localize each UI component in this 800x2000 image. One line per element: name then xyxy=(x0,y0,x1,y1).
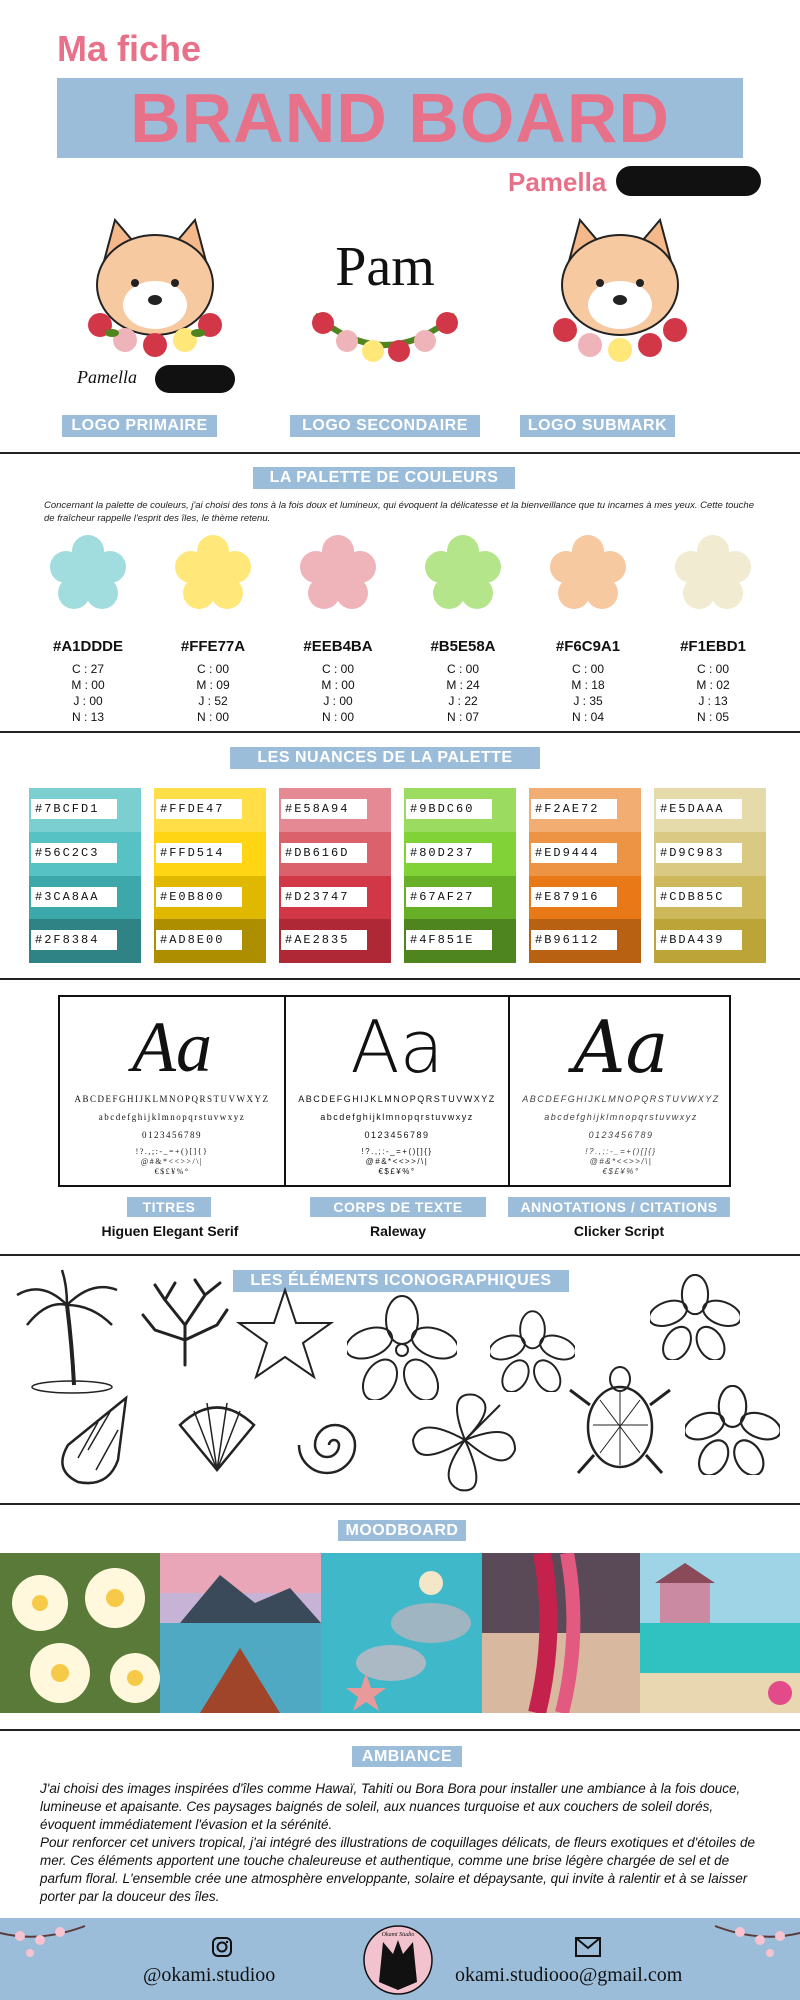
shade-hex: #9BDC60 xyxy=(406,799,492,819)
shade-hex: #FFD514 xyxy=(156,843,242,863)
instagram-icon[interactable] xyxy=(211,1936,233,1958)
font-role-titles: TITRES xyxy=(127,1197,211,1217)
cmyk-j: J : 52 xyxy=(198,694,228,708)
font-specimen-body xyxy=(284,997,508,1185)
shade-column xyxy=(29,788,141,963)
cmyk-c: C : 00 xyxy=(446,662,479,676)
plumeria-flower-icon xyxy=(490,1310,575,1392)
font-digits: 0123456789 xyxy=(142,1130,202,1140)
shade-hex: #2F8384 xyxy=(31,930,117,950)
font-uppercase: ABCDEFGHIJKLMNOPQRSTUVWXYZ xyxy=(522,1094,720,1104)
flower-icon xyxy=(423,533,503,613)
secondary-logo-text: Pam xyxy=(335,236,435,298)
cmyk-n: N : 00 xyxy=(196,710,229,724)
logo-label-submark: LOGO SUBMARK xyxy=(520,415,675,437)
scallop-shell-icon xyxy=(172,1395,262,1475)
font-role-annotations: ANNOTATIONS / CITATIONS xyxy=(508,1197,730,1217)
palette-intro: Concernant la palette de couleurs, j'ai choisi des tons à la fois doux et lumineux, qui évoquent la délicatesse et la bienveillance que tu incarnes à mes yeux. Cette touche de fraîcheur rappelle l'esprit des îles, le thème retenu. xyxy=(44,500,754,524)
font-specimen-annotations xyxy=(508,997,732,1185)
font-symbols-line: €$£¥%° xyxy=(154,1167,190,1176)
shiba-dog-icon xyxy=(97,220,213,335)
snail-shell-icon xyxy=(292,1410,377,1480)
shade-hex: #3CA8AA xyxy=(31,887,117,907)
font-digits: 0123456789 xyxy=(588,1130,654,1140)
shade-hex: #F2AE72 xyxy=(531,799,617,819)
submark-logo xyxy=(520,205,720,405)
font-digits: 0123456789 xyxy=(364,1130,430,1140)
color-hex: #F6C9A1 xyxy=(555,638,621,655)
mood-image-shells-water xyxy=(321,1553,482,1713)
shade-hex: #DB616D xyxy=(281,843,367,863)
conch-shell-icon xyxy=(48,1390,138,1490)
cmyk-n: N : 05 xyxy=(696,710,729,724)
icons-heading: LES ÉLÉMENTS ICONOGRAPHIQUES xyxy=(233,1270,569,1292)
font-role-body: CORPS DE TEXTE xyxy=(310,1197,486,1217)
color-swatch xyxy=(658,533,768,725)
cmyk-c: C : 00 xyxy=(571,662,604,676)
okami-studio-logo xyxy=(361,1922,435,1998)
font-specimen-titles xyxy=(60,997,284,1185)
primary-logo-caption: Pamella xyxy=(77,367,137,387)
shade-hex: #D9C983 xyxy=(656,843,742,863)
palette-heading: LA PALETTE DE COULEURS xyxy=(253,467,515,489)
font-symbols-line: !?.,;:-_=+()[]{} xyxy=(361,1147,433,1156)
font-symbols-line: @#&*<<>>/\| xyxy=(140,1157,204,1166)
shade-hex: #80D237 xyxy=(406,843,492,863)
color-hex: #B5E58A xyxy=(430,638,496,655)
font-name-titles: Higuen Elegant Serif xyxy=(101,1223,239,1239)
flower-icon xyxy=(298,533,378,613)
instagram-handle[interactable]: @okami.studioo xyxy=(143,1964,276,1986)
shade-hex: #ED9444 xyxy=(531,843,617,863)
font-name-annotations: Clicker Script xyxy=(573,1223,665,1239)
cmyk-m: M : 09 xyxy=(196,678,230,692)
cmyk-j: J : 13 xyxy=(698,694,728,708)
font-lowercase: abcdefghijklmnopqrstuvwxyz xyxy=(320,1112,474,1122)
cmyk-n: N : 04 xyxy=(571,710,604,724)
font-sample: Aa xyxy=(350,1005,444,1089)
cmyk-j: J : 35 xyxy=(573,694,603,708)
ambiance-text xyxy=(40,1780,760,1906)
cmyk-m: M : 24 xyxy=(446,678,480,692)
font-uppercase: ABCDEFGHIJKLMNOPQRSTUVWXYZ xyxy=(298,1094,496,1104)
starfish-icon xyxy=(235,1285,335,1385)
shade-hex: #E5DAAA xyxy=(656,799,742,819)
font-symbols-line: @#&*<<>>/\| xyxy=(365,1157,429,1166)
section-divider xyxy=(0,731,800,733)
color-swatch xyxy=(408,533,518,725)
secondary-logo xyxy=(285,205,485,405)
shade-hex: #AE2835 xyxy=(281,930,367,950)
shade-hex: #4F851E xyxy=(406,930,492,950)
color-swatch xyxy=(158,533,268,725)
cmyk-c: C : 00 xyxy=(696,662,729,676)
color-hex: #A1DDDE xyxy=(52,638,124,655)
flower-icon xyxy=(548,533,628,613)
shade-column xyxy=(529,788,641,963)
cmyk-j: J : 00 xyxy=(73,694,103,708)
shade-column xyxy=(404,788,516,963)
page-title: BRAND BOARD xyxy=(130,79,670,157)
shade-hex: #7BCFD1 xyxy=(31,799,117,819)
section-divider xyxy=(0,1729,800,1731)
hibiscus-flower-icon xyxy=(405,1385,525,1500)
cmyk-n: N : 13 xyxy=(71,710,104,724)
coral-icon xyxy=(135,1275,235,1370)
typography-frame xyxy=(58,995,731,1187)
font-symbols-line: @#&*<<>>/\| xyxy=(589,1157,653,1166)
color-hex: #EEB4BA xyxy=(303,638,373,655)
cmyk-j: J : 00 xyxy=(323,694,353,708)
section-divider xyxy=(0,1503,800,1505)
font-uppercase: ABCDEFGHIJKLMNOPQRSTUVWXYZ xyxy=(74,1094,270,1104)
font-symbols-line: !?.,;:-_=+()[]{} xyxy=(135,1147,209,1156)
mood-image-plumeria xyxy=(0,1553,160,1713)
page-subtitle: Ma fiche xyxy=(57,28,202,69)
cmyk-c: C : 00 xyxy=(321,662,354,676)
mood-image-tropical-house xyxy=(640,1553,800,1713)
font-sample: Aa xyxy=(573,1005,669,1089)
shade-hex: #CDB85C xyxy=(656,887,742,907)
email-icon[interactable] xyxy=(575,1937,601,1957)
shade-hex: #AD8E00 xyxy=(156,930,242,950)
shade-hex: #E0B800 xyxy=(156,887,242,907)
flower-lei-icon xyxy=(312,312,458,362)
shade-hex: #FFDE47 xyxy=(156,799,242,819)
flower-icon xyxy=(173,533,253,613)
font-symbols xyxy=(510,1147,732,1177)
color-hex: #F1EBD1 xyxy=(680,638,746,655)
flower-icon xyxy=(673,533,753,613)
flower-icon xyxy=(48,533,128,613)
shiba-dog-icon xyxy=(562,220,678,335)
cmyk-m: M : 18 xyxy=(571,678,605,692)
cmyk-n: N : 07 xyxy=(446,710,479,724)
title-banner xyxy=(57,78,743,158)
font-lowercase: abcdefghijklmnopqrstuvwxyz xyxy=(544,1112,698,1122)
moodboard-heading: MOODBOARD xyxy=(338,1520,466,1541)
redacted-surname xyxy=(616,166,761,196)
font-symbols-line: €$£¥%° xyxy=(378,1167,416,1176)
section-divider xyxy=(0,1254,800,1256)
logo-label-primary: LOGO PRIMAIRE xyxy=(62,415,217,437)
section-divider xyxy=(0,452,800,454)
mood-image-lei-beach xyxy=(482,1553,640,1713)
shade-hex: #D23747 xyxy=(281,887,367,907)
cmyk-c: C : 27 xyxy=(71,662,104,676)
color-swatch xyxy=(33,533,143,725)
email-address[interactable]: okami.studiooo@gmail.com xyxy=(455,1964,683,1986)
cmyk-j: J : 22 xyxy=(448,694,478,708)
palm-tree-icon xyxy=(12,1265,122,1395)
font-lowercase: abcdefghijklmnopqrstuvwxyz xyxy=(98,1112,246,1122)
primary-logo xyxy=(55,205,255,405)
shade-hex: #BDA439 xyxy=(656,930,742,950)
shade-column xyxy=(154,788,266,963)
footer xyxy=(0,1918,800,2000)
ambiance-paragraph-2: Pour renforcer cet univers tropical, j'ai intégré des illustrations de coquillages délicats, de fleurs exotiques et d'étoiles de mer. Ces éléments apportent une touche chaleureuse et authentique, comme une brise légère chargée de sel et de parfum floral. L'ensemble crée une atmosphère enveloppante, solaire et dépaysante, qui invite à ralentir et à se laisser porter par la douceur des îles. xyxy=(40,1835,756,1904)
shade-hex: #E87916 xyxy=(531,887,617,907)
ambiance-paragraph-1: J'ai choisi des images inspirées d'îles comme Hawaï, Tahiti ou Bora Bora pour installer une ambiance à la fois douce, lumineuse et apaisante. Ces paysages baignés de soleil, aux nuances turquoise et aux couchers de soleil dorés, évoquent immédiatement l'évasion et la sérénité. xyxy=(40,1781,741,1832)
author-name: Pamella xyxy=(508,167,607,197)
section-divider xyxy=(0,978,800,980)
cherry-blossom-branch-icon xyxy=(0,1918,90,1978)
cmyk-n: N : 00 xyxy=(321,710,354,724)
ambiance-heading: AMBIANCE xyxy=(352,1746,462,1767)
shade-hex: #E58A94 xyxy=(281,799,367,819)
plumeria-flower-icon xyxy=(685,1385,780,1475)
shade-column xyxy=(279,788,391,963)
cmyk-m: M : 00 xyxy=(71,678,105,692)
shade-column xyxy=(654,788,766,963)
shade-hex: #67AF27 xyxy=(406,887,492,907)
mood-image-boat-sunset xyxy=(160,1553,321,1713)
sea-turtle-icon xyxy=(568,1365,673,1485)
okami-logo-text: Okami Studio xyxy=(381,1932,415,1938)
cherry-blossom-branch-icon xyxy=(700,1918,800,1978)
shade-hex: #B96112 xyxy=(531,930,617,950)
font-symbols xyxy=(60,1147,284,1177)
cmyk-m: M : 02 xyxy=(696,678,730,692)
font-symbols xyxy=(286,1147,508,1177)
logo-label-secondary: LOGO SECONDAIRE xyxy=(290,415,480,437)
font-sample: Aa xyxy=(132,1007,212,1087)
font-symbols-line: !?.,;:-_=+()[]{} xyxy=(585,1147,657,1156)
font-symbols-line: €$£¥%° xyxy=(602,1167,640,1176)
cmyk-c: C : 00 xyxy=(196,662,229,676)
color-hex: #FFE77A xyxy=(180,638,246,655)
color-swatch xyxy=(283,533,393,725)
color-swatch xyxy=(533,533,643,725)
font-name-body: Raleway xyxy=(369,1223,427,1239)
plumeria-flower-icon xyxy=(650,1274,740,1360)
cmyk-m: M : 00 xyxy=(321,678,355,692)
shade-hex: #56C2C3 xyxy=(31,843,117,863)
shades-heading: LES NUANCES DE LA PALETTE xyxy=(230,747,540,769)
